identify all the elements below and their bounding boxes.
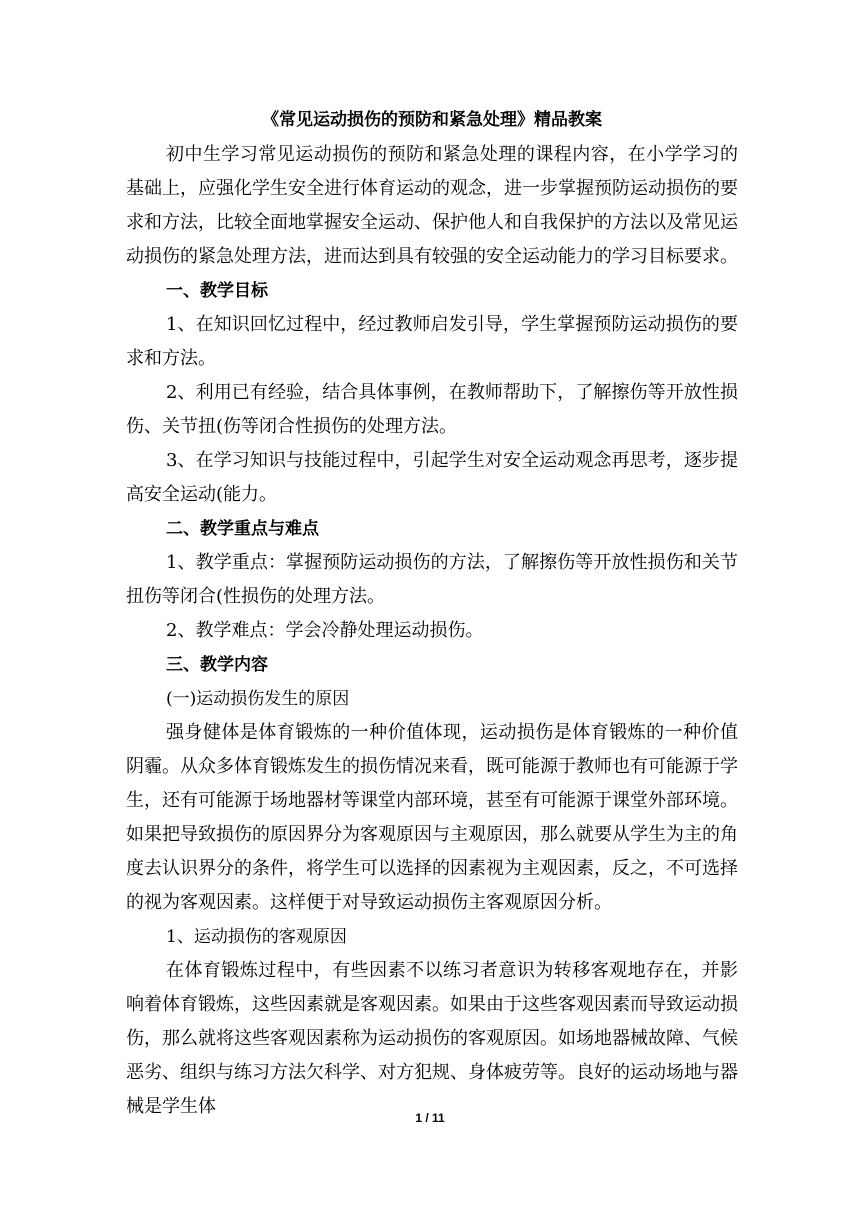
objective-item: 2、利用已有经验，结合具体事例，在教师帮助下，了解擦伤等开放性损伤、关节扭(伤等闭合性损伤的处理方法。 [126,382,738,437]
objective-item: 1、在知识回忆过程中，经过教师启发引导，学生掌握预防运动损伤的要求和方法。 [126,314,738,369]
section-heading-objectives: 一、教学目标 [166,281,268,301]
subsection-heading-objective-causes: 1、运动损伤的客观原因 [166,927,347,947]
document-body [126,102,738,1124]
subsection-heading-causes: (一)运动损伤发生的原因 [166,689,350,709]
page-number: 1 / 11 [415,1111,445,1125]
section-heading-content: 三、教学内容 [166,655,268,675]
intro-paragraph: 初中生学习常见运动损伤的预防和紧急处理的课程内容，在小学学习的基础上，应强化学生安全进行体育运动的观念，进一步掌握预防运动损伤的要求和方法，比较全面地掌握安全运动、保护他人和自我保护的方法以及常见运动损伤的紧急处理方法，进而达到具有较强的安全运动能力的学习目标要求。 [126,144,738,267]
content-paragraph: 在体育锻炼过程中，有些因素不以练习者意识为转移客观地存在，并影响着体育锻炼，这些因素就是客观因素。如果由于这些客观因素而导致运动损伤，那么就将这些客观因素称为运动损伤的客观原因。如场地器械故障、气候恶劣、组织与练习方法欠科学、对方犯规、身体疲劳等。良好的运动场地与器械是学生体 [126,960,738,1117]
key-point-item: 1、教学重点：掌握预防运动损伤的方法，了解擦伤等开放性损伤和关节扭伤等闭合(性损伤的处理方法。 [126,552,738,607]
document-title: 《常见运动损伤的预防和紧急处理》精品教案 [262,110,602,130]
key-point-item: 2、教学难点：学会冷静处理运动损伤。 [166,620,484,641]
section-heading-key-points: 二、教学重点与难点 [166,519,319,539]
content-paragraph: 强身健体是体育锻炼的一种价值体现，运动损伤是体育锻炼的一种价值阴霾。从众多体育锻炼发生的损伤情况来看，既可能源于教师也有可能源于学生，还有可能源于场地器材等课堂内部环境，甚至有可能源于课堂外部环境。如果把导致损伤的原因界分为客观原因与主观原因，那么就要从学生为主的角度去认识界分的条件，将学生可以选择的因素视为主观因素，反之，不可选择的视为客观因素。这样便于对导致运动损伤主客观原因分析。 [126,722,738,913]
objective-item: 3、在学习知识与技能过程中，引起学生对安全运动观念再思考，逐步提高安全运动(能力。 [126,450,738,505]
